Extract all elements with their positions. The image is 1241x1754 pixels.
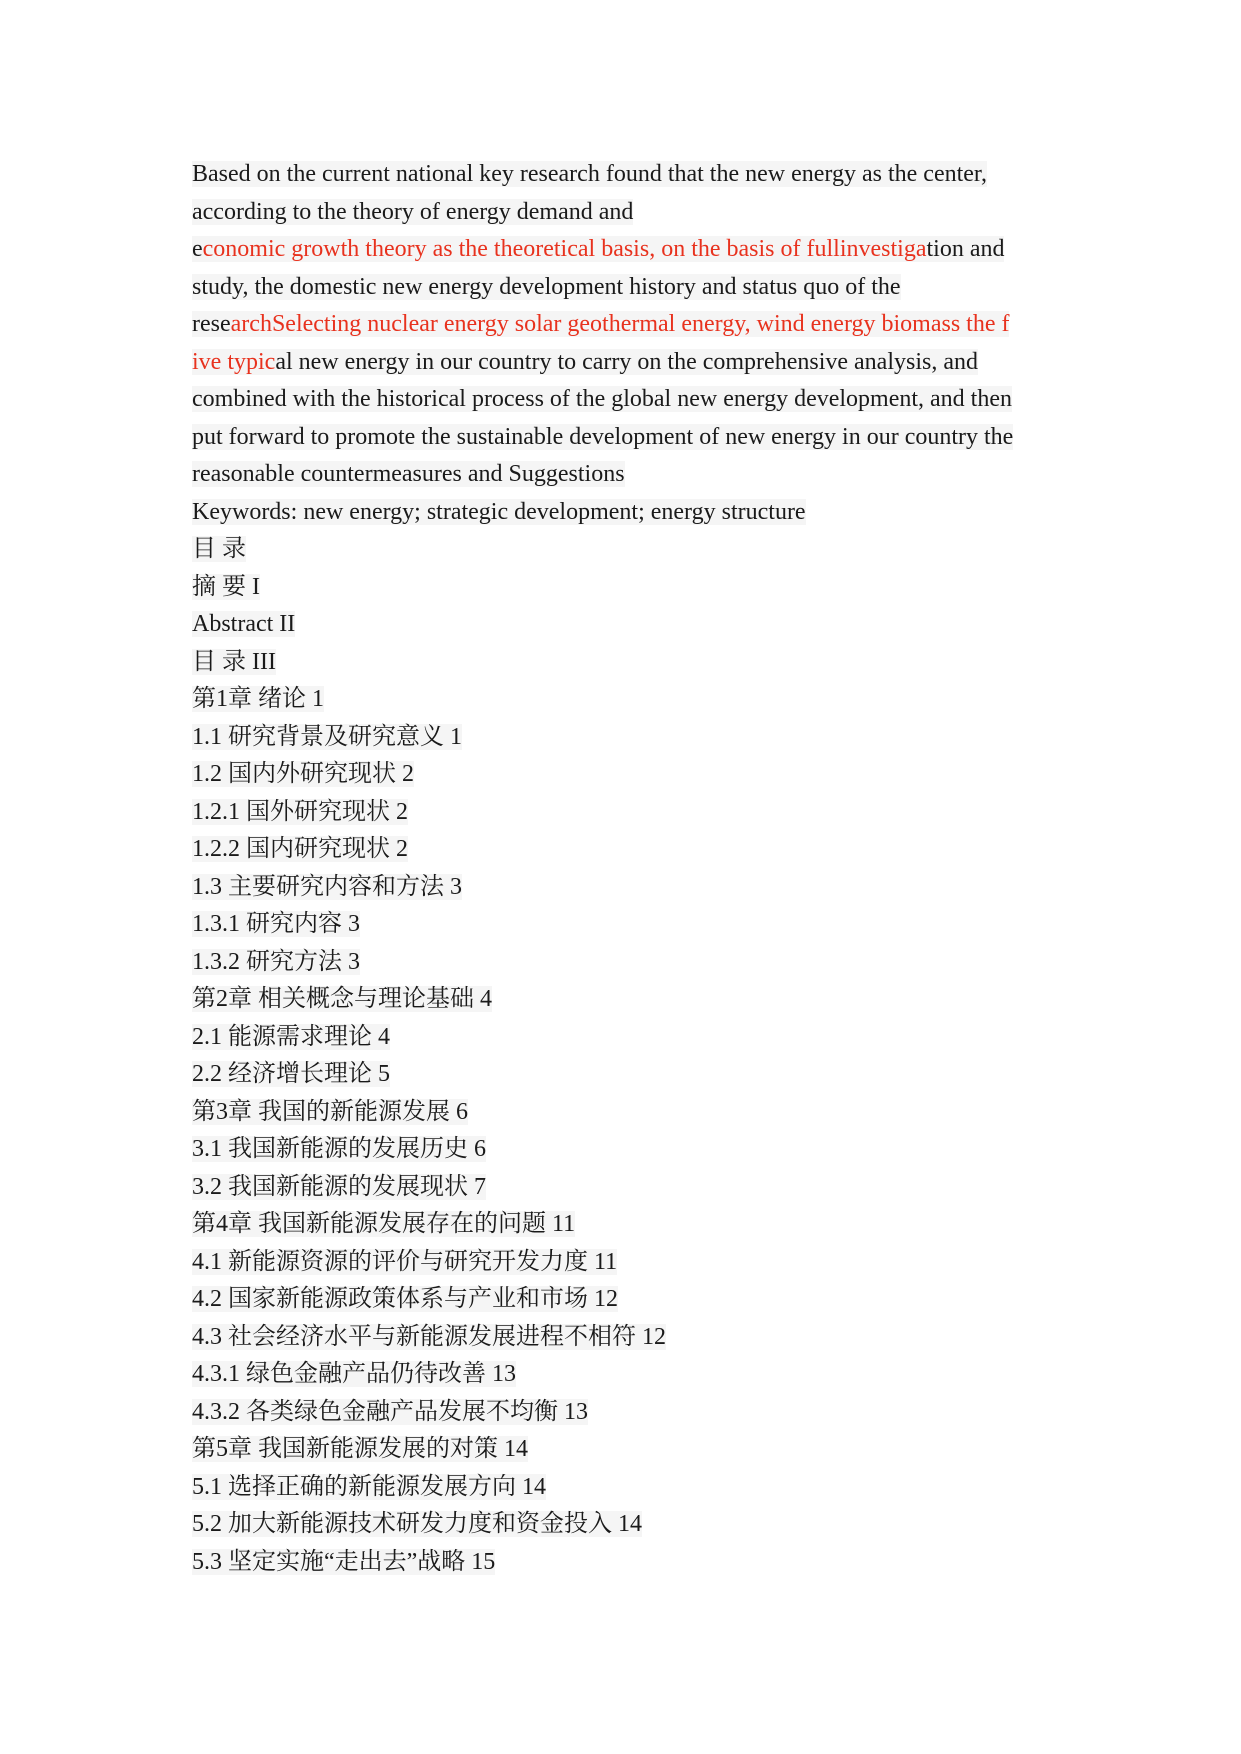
toc-entry xyxy=(192,906,1072,944)
toc-entry-text: 第2章 相关概念与理论基础 4 xyxy=(192,986,492,1012)
abstract-line xyxy=(192,194,1072,232)
abstract-line xyxy=(192,269,1072,307)
toc-entry-text: 1.2 国内外研究现状 2 xyxy=(192,761,414,787)
text-run: tion and xyxy=(926,236,1005,262)
toc-entry-text: 第4章 我国新能源发展存在的问题 11 xyxy=(192,1211,576,1237)
document-body xyxy=(192,156,1072,1581)
toc-entry-text: 3.1 我国新能源的发展历史 6 xyxy=(192,1136,486,1162)
toc-entry-text: 第5章 我国新能源发展的对策 14 xyxy=(192,1436,528,1462)
toc-entry-text: 第1章 绪论 1 xyxy=(192,686,324,712)
toc-entry xyxy=(192,1431,1072,1469)
toc-entry-text: 目 录 III xyxy=(192,648,276,675)
abstract-line-text xyxy=(192,424,1013,450)
toc-entry-text: 2.2 经济增长理论 5 xyxy=(192,1061,390,1087)
abstract-paragraph xyxy=(192,156,1072,494)
toc-entry xyxy=(192,1169,1072,1207)
toc-heading-line xyxy=(192,531,1072,569)
toc-entry xyxy=(192,831,1072,869)
abstract-line xyxy=(192,344,1072,382)
text-run: according to the theory of energy demand and xyxy=(192,198,634,225)
toc-entry xyxy=(192,569,1072,607)
toc-entry-text: 摘 要 I xyxy=(192,573,260,600)
highlighted-text-run: archSelecting nuclear energy solar geothermal energy, wind energy biomass the f xyxy=(230,311,1010,337)
toc-entry-text: 4.3 社会经济水平与新能源发展进程不相符 12 xyxy=(192,1323,666,1350)
toc-entry-text: 3.2 我国新能源的发展现状 7 xyxy=(192,1173,486,1200)
toc-entry xyxy=(192,606,1072,644)
toc-entry xyxy=(192,1281,1072,1319)
toc-entry-text: 5.1 选择正确的新能源发展方向 14 xyxy=(192,1473,546,1500)
highlighted-text-run: conomic growth theory as the theoretical basis, on the basis of fullinvestiga xyxy=(202,236,927,262)
highlighted-text-run: ive typic xyxy=(192,348,276,375)
toc-entry-text: 2.1 能源需求理论 4 xyxy=(192,1023,390,1050)
toc-entry-text: 1.3.1 研究内容 3 xyxy=(192,911,360,937)
keywords-text: Keywords: new energy; strategic development; energy structure xyxy=(192,498,806,525)
abstract-line xyxy=(192,381,1072,419)
abstract-line-text xyxy=(192,461,625,487)
abstract-line xyxy=(192,419,1072,457)
toc-entry xyxy=(192,1206,1072,1244)
toc-heading: 目 录 xyxy=(192,536,246,562)
toc-entry xyxy=(192,1319,1072,1357)
toc-entry xyxy=(192,1056,1072,1094)
table-of-contents xyxy=(192,569,1072,1582)
toc-entry xyxy=(192,1544,1072,1582)
text-run: put forward to promote the sustainable development of new energy in our country the xyxy=(192,423,1014,450)
toc-entry xyxy=(192,756,1072,794)
abstract-line-text xyxy=(192,236,1004,262)
toc-entry xyxy=(192,1131,1072,1169)
abstract-line-text xyxy=(192,311,1009,337)
toc-entry xyxy=(192,1019,1072,1057)
text-run: Based on the current national key research found that the new energy as the center, xyxy=(192,161,987,187)
toc-entry xyxy=(192,719,1072,757)
toc-entry-text: 4.1 新能源资源的评价与研究开发力度 11 xyxy=(192,1248,618,1275)
toc-entry xyxy=(192,1394,1072,1432)
abstract-line xyxy=(192,231,1072,269)
toc-entry xyxy=(192,794,1072,832)
toc-entry-text: 1.3 主要研究内容和方法 3 xyxy=(192,873,462,900)
abstract-line xyxy=(192,456,1072,494)
text-run: reasonable countermeasures and Suggestions xyxy=(192,461,625,487)
toc-entry xyxy=(192,644,1072,682)
toc-entry-text: 4.3.2 各类绿色金融产品发展不均衡 13 xyxy=(192,1398,588,1425)
toc-entry xyxy=(192,1094,1072,1132)
abstract-line-text xyxy=(192,274,901,300)
abstract-line xyxy=(192,156,1072,194)
toc-entry-text: 1.2.1 国外研究现状 2 xyxy=(192,798,408,825)
toc-entry-text: 4.3.1 绿色金融产品仍待改善 13 xyxy=(192,1361,516,1387)
toc-entry-text: 5.2 加大新能源技术研发力度和资金投入 14 xyxy=(192,1511,642,1537)
toc-entry xyxy=(192,681,1072,719)
text-run: al new energy in our country to carry on the comprehensive analysis, and xyxy=(275,348,978,375)
toc-entry xyxy=(192,1469,1072,1507)
toc-entry xyxy=(192,1506,1072,1544)
abstract-line-text xyxy=(192,199,633,225)
toc-entry xyxy=(192,1356,1072,1394)
toc-entry-text: 第3章 我国的新能源发展 6 xyxy=(192,1098,468,1125)
keywords-line xyxy=(192,494,1072,532)
toc-entry xyxy=(192,944,1072,982)
toc-entry xyxy=(192,869,1072,907)
text-run: study, the domestic new energy development history and status quo of the xyxy=(192,273,901,300)
toc-entry-text: 1.1 研究背景及研究意义 1 xyxy=(192,723,462,750)
toc-entry xyxy=(192,1244,1072,1282)
abstract-line-text xyxy=(192,161,987,187)
toc-entry-text: 1.3.2 研究方法 3 xyxy=(192,948,360,975)
text-run: rese xyxy=(192,311,231,337)
toc-entry-text: 4.2 国家新能源政策体系与产业和市场 12 xyxy=(192,1286,618,1312)
toc-entry xyxy=(192,981,1072,1019)
toc-entry-text: 5.3 坚定实施“走出去”战略 15 xyxy=(192,1548,496,1575)
abstract-line xyxy=(192,306,1072,344)
toc-entry-text: 1.2.2 国内研究现状 2 xyxy=(192,836,408,862)
abstract-line-text xyxy=(192,386,1012,412)
text-run: e xyxy=(192,236,203,262)
abstract-line-text xyxy=(192,349,978,375)
toc-entry-text: Abstract II xyxy=(192,611,296,637)
text-run: combined with the historical process of the global new energy development, and then xyxy=(192,386,1012,412)
